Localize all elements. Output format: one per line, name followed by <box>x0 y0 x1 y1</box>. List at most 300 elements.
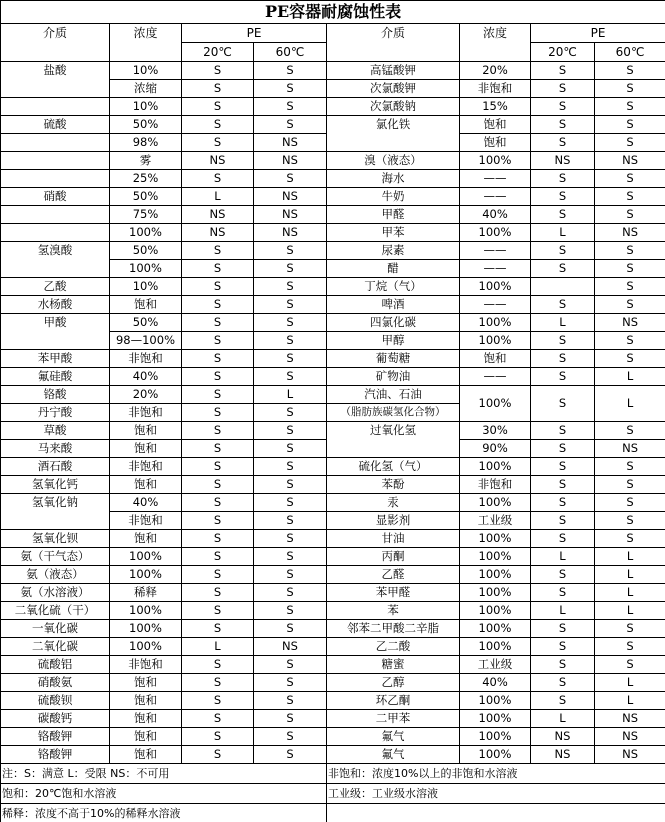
table-row <box>1 548 665 566</box>
left-concentration-cell: 98—100% <box>110 332 182 350</box>
table-row <box>1 746 665 764</box>
header-20c: 20℃ <box>531 43 595 62</box>
left-concentration-cell: 100% <box>110 260 182 278</box>
right-concentration-cell: —— <box>460 188 531 206</box>
note-right <box>327 804 665 822</box>
right-rating-20c-cell: S <box>531 476 595 494</box>
right-medium-cell: 甲苯 <box>327 224 460 242</box>
right-concentration-cell: —— <box>460 170 531 188</box>
note-row <box>1 784 665 804</box>
table-row <box>1 62 665 80</box>
left-rating-60c-cell: S <box>254 620 327 638</box>
right-rating-20c-cell: S <box>531 530 595 548</box>
right-rating-60c-cell: S <box>595 620 665 638</box>
left-rating-60c-cell: S <box>254 80 327 98</box>
table-row <box>1 476 665 494</box>
left-medium-cell: 碳酸钙 <box>1 710 110 728</box>
left-rating-20c-cell: S <box>182 584 254 602</box>
right-concentration-cell: 饱和 <box>460 134 531 152</box>
left-rating-20c-cell: S <box>182 746 254 764</box>
left-rating-20c-cell: S <box>182 440 254 458</box>
left-concentration-cell: 20% <box>110 386 182 404</box>
right-concentration-cell: 100% <box>460 386 531 422</box>
right-rating-60c-cell: L <box>595 566 665 584</box>
right-medium-cell: 氟气 <box>327 746 460 764</box>
left-medium-cell: 氢氧化钙 <box>1 476 110 494</box>
right-medium-cell: 环乙酮 <box>327 692 460 710</box>
left-rating-60c-cell: S <box>254 530 327 548</box>
left-rating-20c-cell: S <box>182 422 254 440</box>
left-rating-60c-cell: S <box>254 404 327 422</box>
left-rating-60c-cell: NS <box>254 206 327 224</box>
left-rating-20c-cell: S <box>182 602 254 620</box>
left-concentration-cell: 50% <box>110 242 182 260</box>
header-60c: 60℃ <box>595 43 665 62</box>
right-rating-60c-cell: L <box>595 602 665 620</box>
left-rating-60c-cell: S <box>254 278 327 296</box>
left-concentration-cell: 100% <box>110 548 182 566</box>
table-row <box>1 224 665 242</box>
left-rating-60c-cell: NS <box>254 638 327 656</box>
left-concentration-cell: 非饱和 <box>110 350 182 368</box>
right-rating-20c-cell: S <box>531 62 595 80</box>
header-medium: 介质 <box>327 24 460 62</box>
right-rating-20c-cell: S <box>531 116 595 134</box>
right-concentration-cell: 饱和 <box>460 350 531 368</box>
left-rating-20c-cell: NS <box>182 224 254 242</box>
left-rating-20c-cell: S <box>182 674 254 692</box>
right-rating-20c-cell: L <box>531 224 595 242</box>
right-medium-cell: 次氯酸钾 <box>327 80 460 98</box>
right-rating-60c-cell: S <box>595 278 665 296</box>
right-rating-20c-cell: S <box>531 206 595 224</box>
table-row <box>1 494 665 512</box>
left-concentration-cell: 雾 <box>110 152 182 170</box>
right-medium-cell: 氟气 <box>327 728 460 746</box>
left-medium-cell: 苯甲酸 <box>1 350 110 368</box>
left-rating-60c-cell: S <box>254 98 327 116</box>
table-row <box>1 566 665 584</box>
right-concentration-cell: 20% <box>460 62 531 80</box>
left-concentration-cell: 饱和 <box>110 746 182 764</box>
left-rating-60c-cell: S <box>254 242 327 260</box>
table-title: PE容器耐腐蚀性表 <box>1 1 665 24</box>
right-rating-60c-cell: S <box>595 116 665 134</box>
table-row <box>1 206 665 224</box>
left-medium-cell: 铬酸钾 <box>1 746 110 764</box>
right-rating-60c-cell: S <box>595 134 665 152</box>
right-medium-cell: 尿素 <box>327 242 460 260</box>
left-rating-20c-cell: S <box>182 710 254 728</box>
right-rating-60c-cell: S <box>595 170 665 188</box>
right-concentration-cell: 100% <box>460 584 531 602</box>
left-concentration-cell: 40% <box>110 494 182 512</box>
left-concentration-cell: 10% <box>110 62 182 80</box>
right-concentration-cell: 100% <box>460 638 531 656</box>
left-medium-cell <box>1 98 110 116</box>
right-rating-60c-cell: S <box>595 206 665 224</box>
right-rating-20c-cell: S <box>531 566 595 584</box>
right-rating-60c-cell: L <box>595 674 665 692</box>
left-medium-cell: 氨（干气态） <box>1 548 110 566</box>
left-rating-20c-cell: S <box>182 404 254 422</box>
right-rating-60c-cell: NS <box>595 710 665 728</box>
right-medium-cell: 丙酮 <box>327 548 460 566</box>
right-rating-20c-cell: NS <box>531 746 595 764</box>
left-concentration-cell: 饱和 <box>110 710 182 728</box>
left-rating-60c-cell: S <box>254 350 327 368</box>
left-rating-60c-cell: S <box>254 548 327 566</box>
left-medium-cell: 盐酸 <box>1 62 110 98</box>
left-rating-20c-cell: S <box>182 260 254 278</box>
left-rating-20c-cell: S <box>182 566 254 584</box>
left-rating-20c-cell: S <box>182 368 254 386</box>
left-medium-cell: 二氧化碳 <box>1 638 110 656</box>
left-concentration-cell: 饱和 <box>110 674 182 692</box>
right-rating-20c-cell: L <box>531 602 595 620</box>
left-rating-20c-cell: S <box>182 296 254 314</box>
note-left: 饱和：20℃饱和水溶液 <box>1 784 327 804</box>
left-rating-60c-cell: S <box>254 566 327 584</box>
right-concentration-cell: 15% <box>460 98 531 116</box>
right-concentration-cell: —— <box>460 368 531 386</box>
left-rating-60c-cell: NS <box>254 134 327 152</box>
left-medium-cell: 甲酸 <box>1 314 110 350</box>
left-rating-20c-cell: NS <box>182 206 254 224</box>
right-rating-60c-cell: NS <box>595 728 665 746</box>
right-concentration-cell: —— <box>460 296 531 314</box>
left-rating-60c-cell: S <box>254 332 327 350</box>
left-rating-60c-cell: S <box>254 602 327 620</box>
right-rating-20c-cell: S <box>531 134 595 152</box>
left-rating-20c-cell: S <box>182 512 254 530</box>
right-medium-cell: 丁烷（气） <box>327 278 460 296</box>
right-rating-20c-cell: L <box>531 548 595 566</box>
left-medium-cell: 丹宁酸 <box>1 404 110 422</box>
left-concentration-cell: 25% <box>110 170 182 188</box>
right-medium-cell: 苯甲醛 <box>327 584 460 602</box>
left-rating-20c-cell: S <box>182 242 254 260</box>
right-medium-cell: 苯 <box>327 602 460 620</box>
right-medium-cell: 乙二酸 <box>327 638 460 656</box>
header-60c: 60℃ <box>254 43 327 62</box>
right-rating-20c-cell: S <box>531 674 595 692</box>
table-row <box>1 710 665 728</box>
right-rating-20c-cell: S <box>531 458 595 476</box>
left-medium-cell: 氨（液态） <box>1 566 110 584</box>
right-rating-20c-cell: S <box>531 692 595 710</box>
right-rating-60c-cell: S <box>595 260 665 278</box>
left-rating-60c-cell: S <box>254 584 327 602</box>
left-concentration-cell: 非饱和 <box>110 512 182 530</box>
left-rating-60c-cell: S <box>254 116 327 134</box>
left-concentration-cell: 75% <box>110 206 182 224</box>
right-rating-20c-cell: S <box>531 620 595 638</box>
right-rating-60c-cell: S <box>595 638 665 656</box>
right-rating-60c-cell: S <box>595 62 665 80</box>
right-medium-cell: 汞 <box>327 494 460 512</box>
right-rating-20c-cell: S <box>531 512 595 530</box>
right-rating-60c-cell: S <box>595 188 665 206</box>
left-concentration-cell: 40% <box>110 368 182 386</box>
left-concentration-cell: 非饱和 <box>110 458 182 476</box>
left-rating-60c-cell: L <box>254 386 327 404</box>
left-rating-20c-cell: S <box>182 314 254 332</box>
left-rating-60c-cell: S <box>254 368 327 386</box>
left-rating-20c-cell: S <box>182 728 254 746</box>
left-medium-cell: 铬酸 <box>1 386 110 404</box>
right-rating-60c-cell: L <box>595 386 665 422</box>
right-rating-60c-cell: L <box>595 368 665 386</box>
left-rating-60c-cell: NS <box>254 152 327 170</box>
left-rating-60c-cell: S <box>254 476 327 494</box>
right-rating-60c-cell: L <box>595 584 665 602</box>
right-concentration-cell: 90% <box>460 440 531 458</box>
right-concentration-cell: 40% <box>460 206 531 224</box>
right-medium-cell: 显影剂 <box>327 512 460 530</box>
header-material: PE <box>531 24 665 43</box>
right-concentration-cell: 100% <box>460 224 531 242</box>
left-medium-cell <box>1 134 110 152</box>
right-medium-cell: 乙醛 <box>327 566 460 584</box>
left-medium-cell: 一氧化碳 <box>1 620 110 638</box>
left-rating-60c-cell: S <box>254 314 327 332</box>
left-medium-cell: 二氧化硫（干） <box>1 602 110 620</box>
right-medium-cell: 糖蜜 <box>327 656 460 674</box>
left-medium-cell: 硝酸 <box>1 188 110 206</box>
right-concentration-cell: 100% <box>460 602 531 620</box>
right-concentration-cell: 100% <box>460 692 531 710</box>
left-concentration-cell: 100% <box>110 602 182 620</box>
left-concentration-cell: 100% <box>110 620 182 638</box>
right-rating-60c-cell: NS <box>595 314 665 332</box>
right-rating-20c-cell: S <box>531 584 595 602</box>
table-row <box>1 638 665 656</box>
right-medium-cell: 海水 <box>327 170 460 188</box>
note-row <box>1 804 665 822</box>
left-concentration-cell: 饱和 <box>110 296 182 314</box>
left-medium-cell: 硫酸铝 <box>1 656 110 674</box>
right-medium-cell: 甲醛 <box>327 206 460 224</box>
header-20c: 20℃ <box>182 43 254 62</box>
left-rating-60c-cell: S <box>254 440 327 458</box>
left-rating-20c-cell: S <box>182 692 254 710</box>
left-rating-20c-cell: S <box>182 620 254 638</box>
right-rating-20c-cell: S <box>531 494 595 512</box>
right-medium-cell: 甲醇 <box>327 332 460 350</box>
right-rating-60c-cell: NS <box>595 224 665 242</box>
note-left: 注：S：满意 L：受限 NS：不可用 <box>1 764 327 784</box>
right-rating-60c-cell: S <box>595 296 665 314</box>
right-medium-cell: 邻苯二甲酸二辛脂 <box>327 620 460 638</box>
right-rating-60c-cell: L <box>595 548 665 566</box>
table-row <box>1 530 665 548</box>
note-left: 稀释：浓度不高于10%的稀释水溶液 <box>1 804 327 822</box>
header-medium: 介质 <box>1 24 110 62</box>
left-rating-60c-cell: S <box>254 656 327 674</box>
header-concentration: 浓度 <box>110 24 182 62</box>
right-rating-60c-cell: L <box>595 692 665 710</box>
left-medium-cell <box>1 224 110 242</box>
right-medium-cell: 过氧化氢 <box>327 422 460 458</box>
table-row <box>1 314 665 332</box>
right-concentration-cell: —— <box>460 260 531 278</box>
note-right: 非饱和：浓度10%以上的非饱和水溶液 <box>327 764 665 784</box>
table-row <box>1 170 665 188</box>
right-medium-cell: 乙醇 <box>327 674 460 692</box>
right-rating-20c-cell: S <box>531 80 595 98</box>
left-rating-20c-cell: L <box>182 638 254 656</box>
table-row <box>1 656 665 674</box>
left-medium-cell: 氟硅酸 <box>1 368 110 386</box>
right-concentration-cell: 非饱和 <box>460 80 531 98</box>
right-rating-20c-cell: S <box>531 638 595 656</box>
left-concentration-cell: 50% <box>110 116 182 134</box>
table-row <box>1 386 665 404</box>
right-rating-20c-cell: S <box>531 656 595 674</box>
table-row <box>1 116 665 134</box>
left-medium-cell: 氢氧化钡 <box>1 530 110 548</box>
right-concentration-cell: 100% <box>460 332 531 350</box>
left-concentration-cell: 稀释 <box>110 584 182 602</box>
left-concentration-cell: 非饱和 <box>110 656 182 674</box>
right-medium-cell: 矿物油 <box>327 368 460 386</box>
left-rating-20c-cell: S <box>182 134 254 152</box>
left-concentration-cell: 50% <box>110 314 182 332</box>
right-rating-60c-cell: S <box>595 80 665 98</box>
right-rating-60c-cell: S <box>595 530 665 548</box>
right-rating-20c-cell: S <box>531 332 595 350</box>
left-medium-cell <box>1 206 110 224</box>
right-medium-cell: 二甲苯 <box>327 710 460 728</box>
right-medium-cell: 葡萄糖 <box>327 350 460 368</box>
left-rating-20c-cell: S <box>182 530 254 548</box>
right-concentration-cell: 100% <box>460 746 531 764</box>
left-rating-20c-cell: S <box>182 62 254 80</box>
right-rating-60c-cell: NS <box>595 746 665 764</box>
table-row <box>1 728 665 746</box>
table-row <box>1 350 665 368</box>
right-rating-60c-cell: S <box>595 242 665 260</box>
right-rating-20c-cell: S <box>531 260 595 278</box>
table-row <box>1 620 665 638</box>
table-row <box>1 296 665 314</box>
right-medium-cell: 甘油 <box>327 530 460 548</box>
right-concentration-cell: 100% <box>460 548 531 566</box>
left-rating-20c-cell: S <box>182 278 254 296</box>
right-concentration-cell: 100% <box>460 728 531 746</box>
right-rating-20c-cell: S <box>531 422 595 440</box>
left-rating-20c-cell: S <box>182 494 254 512</box>
left-rating-20c-cell: S <box>182 386 254 404</box>
left-concentration-cell: 饱和 <box>110 728 182 746</box>
right-rating-60c-cell: S <box>595 494 665 512</box>
note-row <box>1 764 665 784</box>
left-rating-20c-cell: S <box>182 80 254 98</box>
left-rating-20c-cell: S <box>182 98 254 116</box>
right-concentration-cell: —— <box>460 242 531 260</box>
right-medium-cell: 牛奶 <box>327 188 460 206</box>
right-rating-20c-cell: S <box>531 350 595 368</box>
note-right: 工业级：工业级水溶液 <box>327 784 665 804</box>
right-concentration-cell: 非饱和 <box>460 476 531 494</box>
left-concentration-cell: 100% <box>110 224 182 242</box>
right-rating-20c-cell: S <box>531 170 595 188</box>
left-concentration-cell: 饱和 <box>110 476 182 494</box>
table-row <box>1 152 665 170</box>
right-concentration-cell: 100% <box>460 278 531 296</box>
left-medium-cell: 铬酸钾 <box>1 728 110 746</box>
left-rating-60c-cell: NS <box>254 224 327 242</box>
left-rating-60c-cell: S <box>254 296 327 314</box>
right-concentration-cell: 100% <box>460 314 531 332</box>
left-rating-20c-cell: NS <box>182 152 254 170</box>
left-concentration-cell: 50% <box>110 188 182 206</box>
left-medium-cell <box>1 170 110 188</box>
right-concentration-cell: 100% <box>460 530 531 548</box>
left-concentration-cell: 10% <box>110 98 182 116</box>
header-material: PE <box>182 24 327 43</box>
right-concentration-cell: 工业级 <box>460 656 531 674</box>
left-rating-60c-cell: S <box>254 494 327 512</box>
table-row <box>1 278 665 296</box>
right-rating-20c-cell: L <box>531 314 595 332</box>
right-rating-20c-cell: S <box>531 188 595 206</box>
left-concentration-cell: 饱和 <box>110 422 182 440</box>
left-rating-60c-cell: S <box>254 458 327 476</box>
left-medium-cell: 氨（水溶液） <box>1 584 110 602</box>
left-medium-cell: 氢氧化钠 <box>1 494 110 530</box>
table-row <box>1 674 665 692</box>
table-row <box>1 242 665 260</box>
left-rating-20c-cell: S <box>182 548 254 566</box>
right-rating-60c-cell: S <box>595 98 665 116</box>
right-concentration-cell: 100% <box>460 152 531 170</box>
left-rating-20c-cell: S <box>182 170 254 188</box>
left-medium-cell: 硫酸 <box>1 116 110 134</box>
right-rating-20c-cell: S <box>531 386 595 422</box>
left-rating-60c-cell: S <box>254 512 327 530</box>
right-rating-60c-cell: S <box>595 476 665 494</box>
right-medium-cell: 溴（液态） <box>327 152 460 170</box>
right-rating-60c-cell: S <box>595 512 665 530</box>
left-rating-60c-cell: S <box>254 692 327 710</box>
right-concentration-cell: 100% <box>460 710 531 728</box>
left-rating-20c-cell: S <box>182 116 254 134</box>
left-rating-60c-cell: S <box>254 170 327 188</box>
right-medium-cell: 四氯化碳 <box>327 314 460 332</box>
table-row <box>1 188 665 206</box>
table-row <box>1 368 665 386</box>
right-rating-20c-cell: NS <box>531 728 595 746</box>
left-concentration-cell: 100% <box>110 566 182 584</box>
right-rating-20c-cell: L <box>531 710 595 728</box>
left-rating-60c-cell: S <box>254 728 327 746</box>
left-concentration-cell: 非饱和 <box>110 404 182 422</box>
left-concentration-cell: 98% <box>110 134 182 152</box>
right-concentration-cell: 100% <box>460 620 531 638</box>
right-rating-60c-cell: S <box>595 458 665 476</box>
left-concentration-cell: 饱和 <box>110 692 182 710</box>
right-rating-60c-cell: S <box>595 332 665 350</box>
left-rating-20c-cell: S <box>182 350 254 368</box>
left-rating-60c-cell: S <box>254 746 327 764</box>
right-rating-60c-cell: S <box>595 656 665 674</box>
right-rating-20c-cell: S <box>531 440 595 458</box>
right-rating-60c-cell: S <box>595 350 665 368</box>
right-concentration-cell: 100% <box>460 458 531 476</box>
left-medium-cell: 水杨酸 <box>1 296 110 314</box>
